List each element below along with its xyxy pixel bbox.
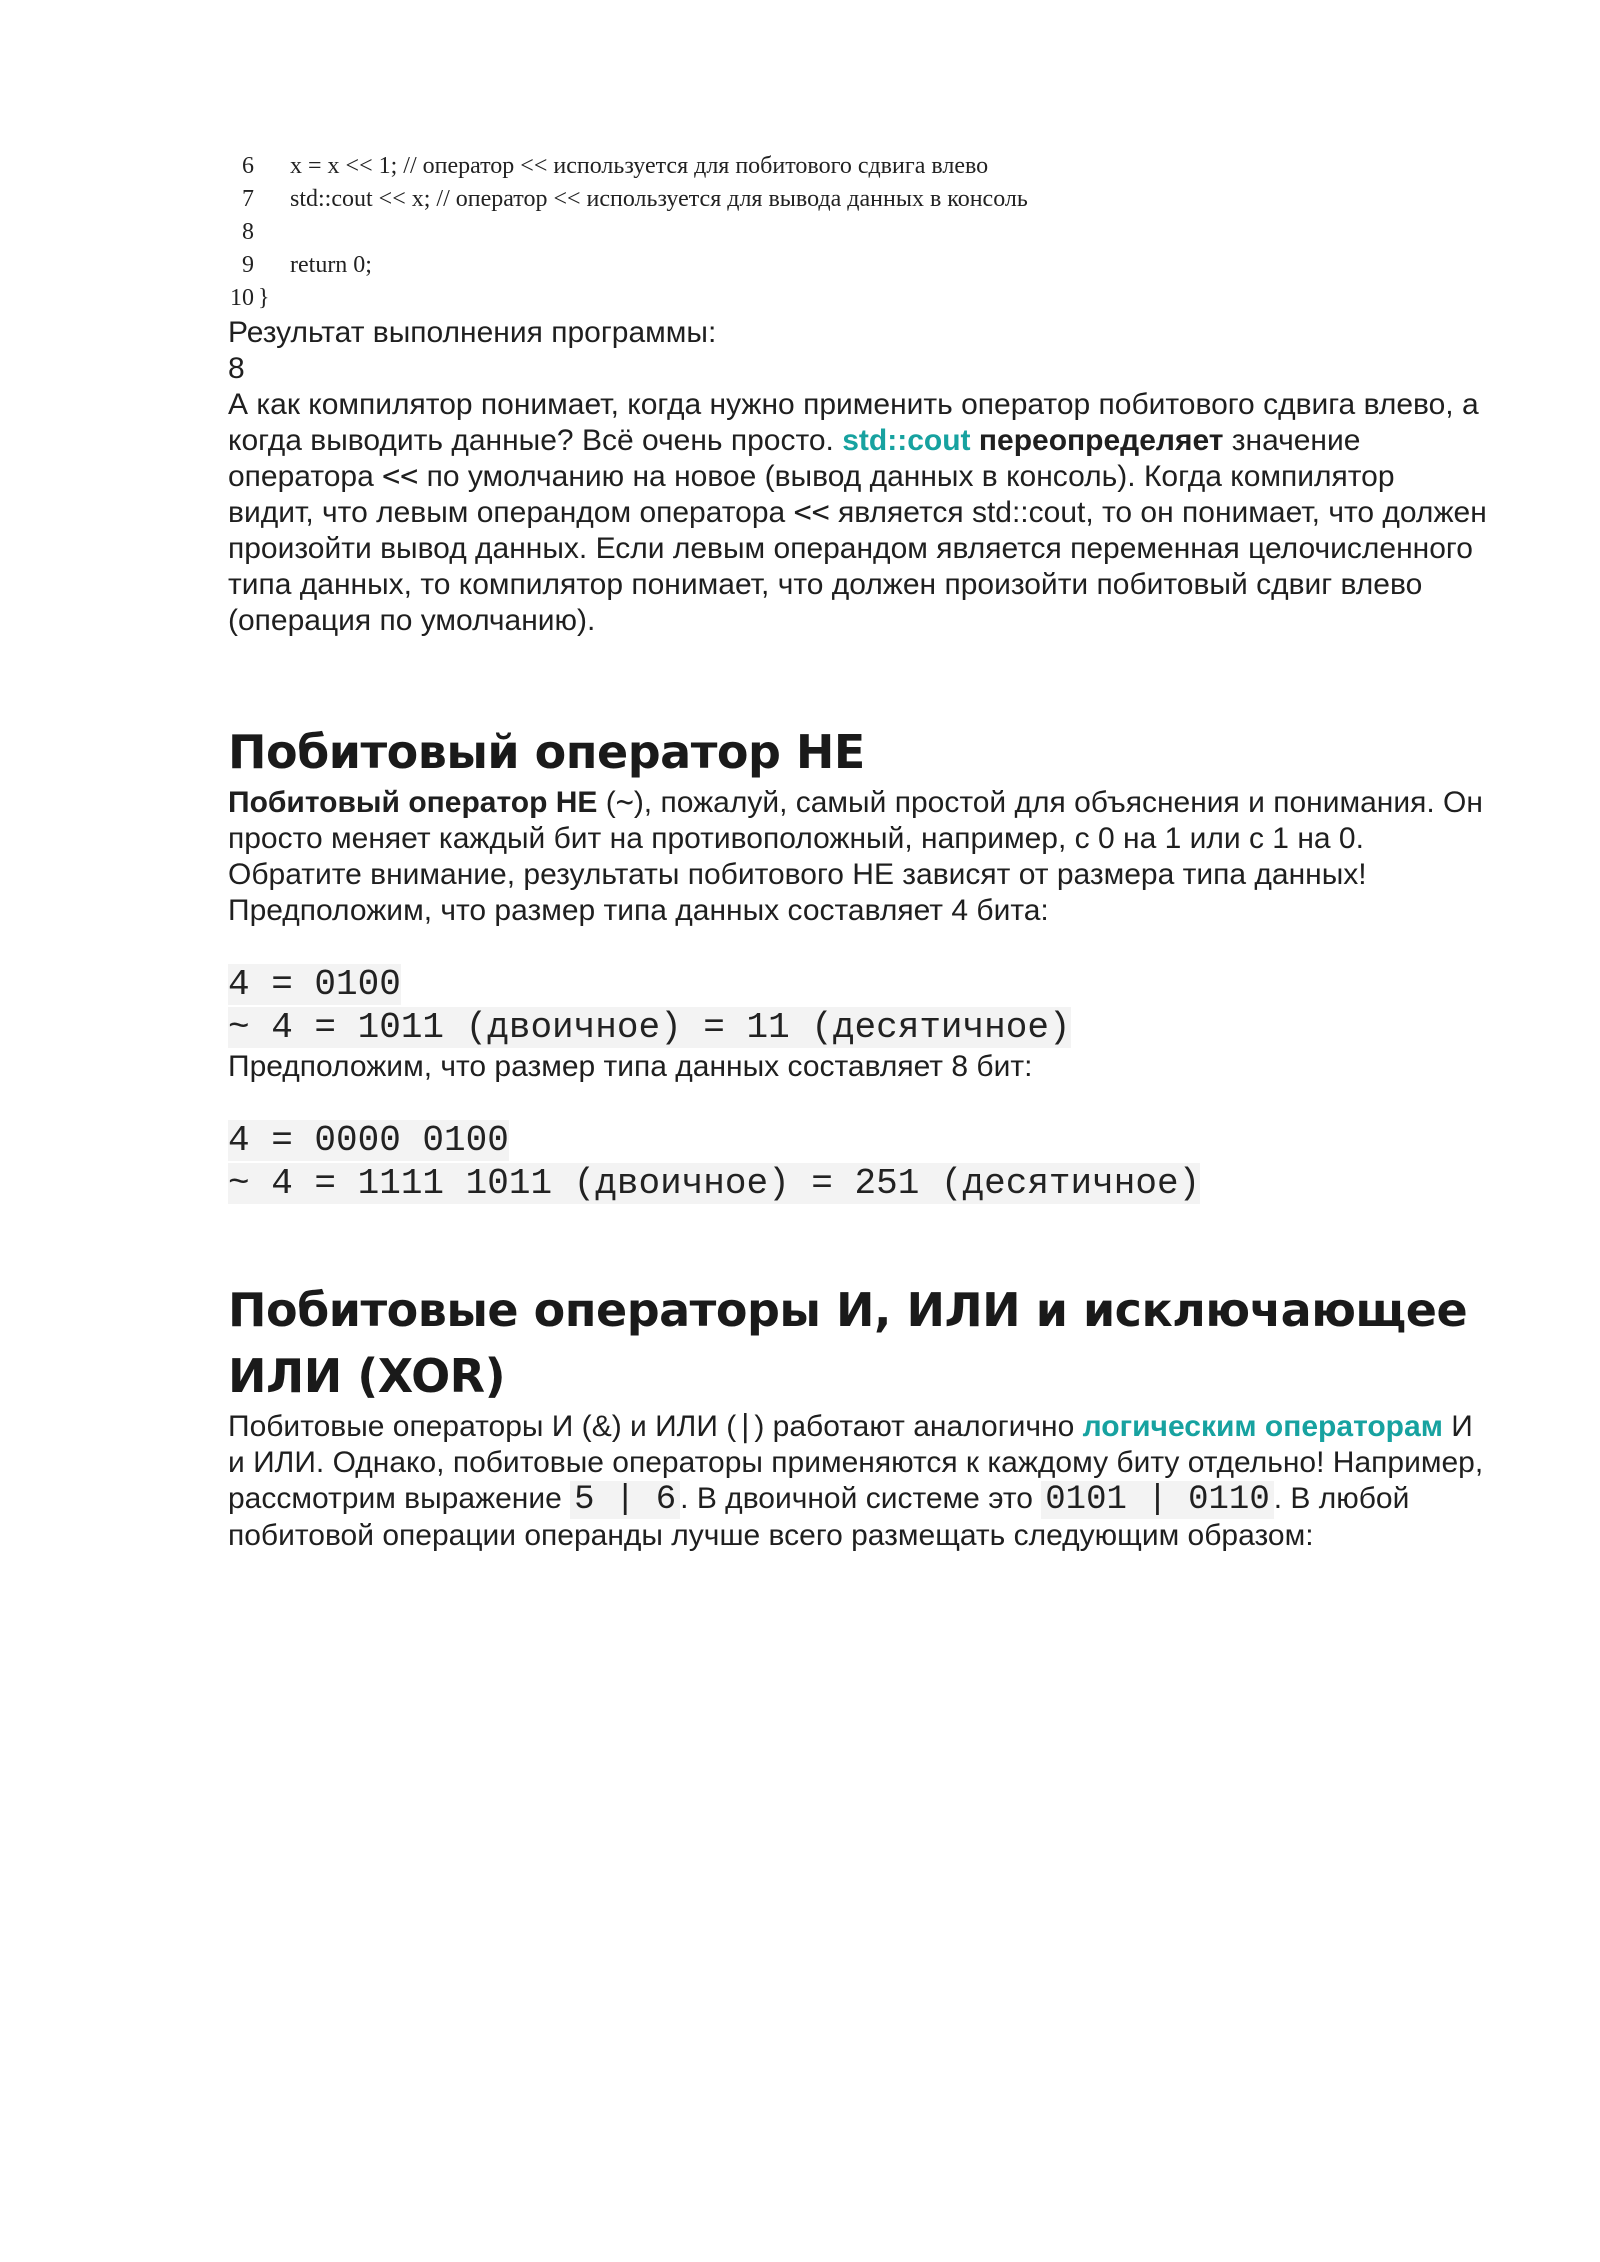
code-line: [228, 183, 1488, 216]
text-span: (: [597, 786, 616, 819]
code-text: 4 = 0000 0100: [228, 1120, 509, 1161]
logical-operators-link[interactable]: логическим операторам: [1082, 1410, 1443, 1443]
code-block-4bit: [228, 963, 1488, 1049]
code-text: 4 = 0100: [228, 964, 401, 1005]
text-span: Побитовые операторы И (: [228, 1410, 592, 1443]
line-number: 9: [242, 252, 254, 278]
shift-operator: <<: [793, 495, 830, 530]
and-operator: &: [591, 1410, 612, 1443]
result-value: 8: [228, 352, 245, 385]
code-line: [228, 150, 1488, 183]
code-block-line: [228, 1119, 1488, 1162]
document-page: [228, 150, 1488, 1554]
code-listing: [228, 150, 1488, 315]
bold-term: Побитовый оператор НЕ: [228, 786, 598, 819]
assume-8bit-text: Предположим, что размер типа данных составляет 8 бит:: [228, 1050, 1033, 1083]
bitwise-not-paragraph: [228, 785, 1488, 893]
line-number: 10: [230, 285, 254, 311]
std-cout-link[interactable]: std::cout: [842, 424, 971, 457]
assume-4bit-text: Предположим, что размер типа данных составляет 4 бита:: [228, 894, 1049, 927]
text-span: . В двоичной системе это: [680, 1482, 1042, 1515]
line-number: 7: [242, 186, 254, 212]
inline-code-binary-expression: 0101 | 0110: [1041, 1481, 1273, 1519]
code-block-8bit: [228, 1119, 1488, 1205]
shift-operator: <<: [382, 459, 419, 494]
text-span: ) и ИЛИ (: [611, 1410, 737, 1443]
code-line: [228, 282, 1488, 315]
heading-bitwise-and-or-xor: Побитовые операторы И, ИЛИ и исключающее ИЛИ (XOR): [228, 1283, 1468, 1403]
text-span: ), пожалуй, самый простой для объяснения и понимания. Он просто меняет каждый бит на противоположный, например, с 0 на 1 или с 1 на 0. Обратите внимание, результаты побитового НЕ зависят от размера типа данных!: [228, 786, 1483, 891]
code-text: x = x << 1; // оператор << используется для побитового сдвига влево: [290, 153, 989, 179]
code-text: }: [258, 285, 270, 311]
code-block-line: [228, 1006, 1488, 1049]
text-span: [971, 424, 979, 457]
code-text: return 0;: [290, 252, 372, 278]
code-line: [228, 216, 1488, 249]
or-operator: |: [736, 1409, 755, 1444]
text-span: И и ИЛИ. Однако, побитовые операторы применяются к каждому биту отдельно! Например, рассмотрим выражение: [228, 1410, 1484, 1515]
line-number: 8: [242, 219, 254, 245]
text-span: А как компилятор понимает, когда нужно применить оператор побитового сдвига влево, а когда выводить данные? Всё очень просто.: [228, 388, 1479, 457]
text-span: является std::cout, то он понимает, что должен произойти вывод данных. Если левым операндом является переменная целочисленного типа данных, то компилятор понимает, что должен произойти побитовый сдвиг влево (операция по умолчанию).: [228, 496, 1487, 637]
text-span: . В любой побитовой операции операнды лучше всего размещать следующим образом:: [228, 1482, 1410, 1552]
tilde-operator: ~: [615, 785, 634, 820]
bold-term: переопределяет: [978, 424, 1224, 457]
code-block-line: [228, 1162, 1488, 1205]
text-span: ) работают аналогично: [754, 1410, 1083, 1443]
code-text: std::cout << x; // оператор << используется для вывода данных в консоль: [290, 186, 1028, 212]
code-text: ~ 4 = 1011 (двоичное) = 11 (десятичное): [228, 1007, 1071, 1048]
text-span: по умолчанию на новое (вывод данных в консоль). Когда компилятор видит, что левым операндом оператора: [228, 460, 1395, 529]
code-line: [228, 249, 1488, 282]
inline-code-expression: 5 | 6: [570, 1481, 680, 1519]
code-text: ~ 4 = 1111 1011 (двоичное) = 251 (десятичное): [228, 1163, 1201, 1204]
compiler-explanation-paragraph: [228, 387, 1488, 639]
heading-bitwise-not: Побитовый оператор НЕ: [228, 725, 865, 779]
text-span: значение оператора: [228, 424, 1361, 493]
line-number: 6: [242, 153, 254, 179]
code-block-line: [228, 963, 1488, 1006]
bitwise-and-or-paragraph: [228, 1409, 1488, 1554]
result-label: Результат выполнения программы:: [228, 316, 717, 349]
